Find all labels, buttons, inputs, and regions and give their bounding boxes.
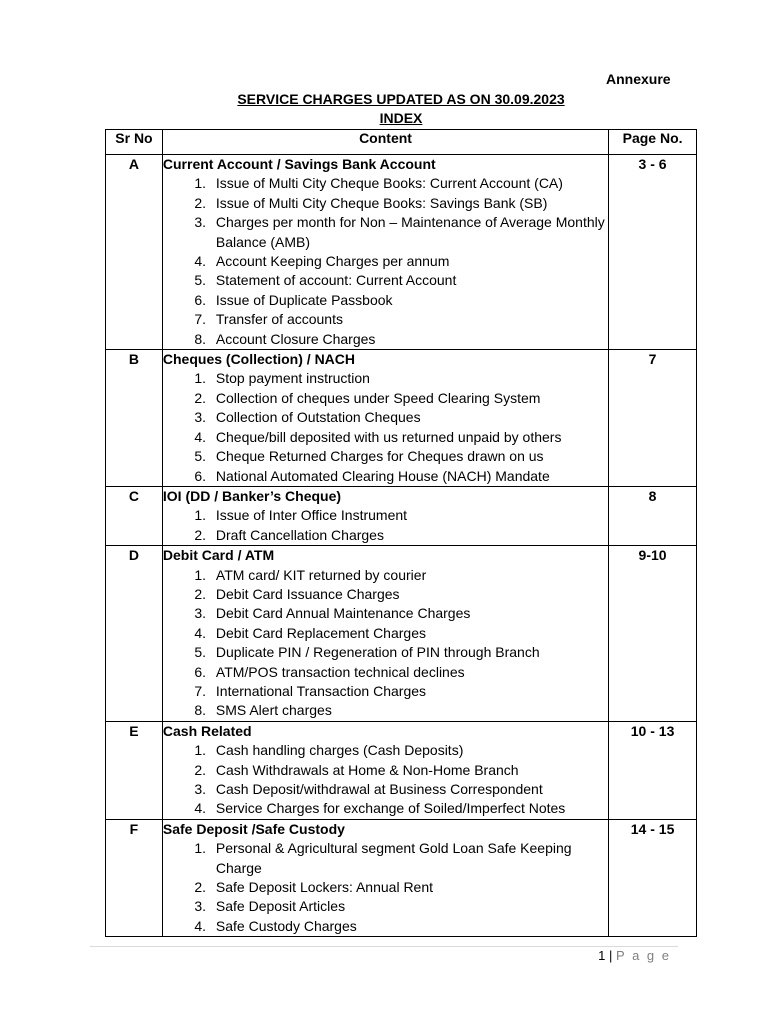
annexure-label: Annexure bbox=[606, 71, 671, 87]
row-content bbox=[162, 546, 608, 722]
row-sr-no: A bbox=[106, 155, 163, 350]
list-item: 8. Account Closure Charges bbox=[210, 330, 608, 349]
row-sr-no: D bbox=[106, 546, 163, 722]
section-item-list bbox=[163, 369, 608, 485]
row-page-no: 3 - 6 bbox=[609, 155, 697, 350]
section-title: Debit Card / ATM bbox=[162, 547, 275, 564]
table-row bbox=[106, 486, 697, 545]
list-item: 2. Debit Card Issuance Charges bbox=[210, 585, 608, 604]
index-table bbox=[105, 129, 697, 937]
list-item: 2. Cash Withdrawals at Home & Non-Home Branch bbox=[210, 761, 608, 780]
list-item: 3. Cash Deposit/withdrawal at Business Correspondent bbox=[210, 780, 608, 799]
column-header-page-no: Page No. bbox=[609, 130, 697, 155]
row-content bbox=[162, 819, 608, 936]
list-item: 2. Draft Cancellation Charges bbox=[210, 526, 608, 545]
section-item-list bbox=[163, 839, 608, 936]
list-item: 5. Statement of account: Current Account bbox=[210, 271, 608, 290]
row-page-no: 8 bbox=[609, 486, 697, 545]
section-title: Safe Deposit /Safe Custody bbox=[162, 820, 345, 837]
section-title: Cheques (Collection) / NACH bbox=[162, 351, 356, 368]
section-item-list bbox=[163, 566, 608, 721]
list-item: 7. Transfer of accounts bbox=[210, 310, 608, 329]
list-item: 4. Cheque/bill deposited with us returned unpaid by others bbox=[210, 428, 608, 447]
list-item: 4. Debit Card Replacement Charges bbox=[210, 624, 608, 643]
list-item: 2. Safe Deposit Lockers: Annual Rent bbox=[210, 878, 608, 897]
list-item: 1. Personal & Agricultural segment Gold Loan Safe Keeping Charge bbox=[210, 839, 608, 878]
section-title: IOI (DD / Banker’s Cheque) bbox=[162, 487, 342, 504]
row-sr-no: C bbox=[106, 486, 163, 545]
section-title: Cash Related bbox=[162, 722, 252, 739]
section-item-list bbox=[163, 174, 608, 349]
table-row bbox=[106, 350, 697, 487]
table-row bbox=[106, 819, 697, 936]
column-header-content: Content bbox=[162, 130, 608, 155]
row-sr-no: E bbox=[106, 721, 163, 819]
list-item: 1. Issue of Inter Office Instrument bbox=[210, 506, 608, 525]
list-item: 6. ATM/POS transaction technical declines bbox=[210, 663, 608, 682]
list-item: 6. National Automated Clearing House (NACH) Mandate bbox=[210, 467, 608, 486]
list-item: 3. Charges per month for Non – Maintenance of Average Monthly Balance (AMB) bbox=[210, 213, 608, 252]
section-item-list bbox=[163, 741, 608, 819]
list-item: 5. Duplicate PIN / Regeneration of PIN through Branch bbox=[210, 643, 608, 662]
index-table-body bbox=[106, 155, 697, 937]
row-content bbox=[162, 721, 608, 819]
list-item: 1. ATM card/ KIT returned by courier bbox=[210, 566, 608, 585]
list-item: 8. SMS Alert charges bbox=[210, 701, 608, 720]
list-item: 1. Issue of Multi City Cheque Books: Current Account (CA) bbox=[210, 174, 608, 193]
list-item: 2. Issue of Multi City Cheque Books: Savings Bank (SB) bbox=[210, 194, 608, 213]
list-item: 7. International Transaction Charges bbox=[210, 682, 608, 701]
list-item: 3. Collection of Outstation Cheques bbox=[210, 408, 608, 427]
page-number: 1 bbox=[598, 948, 606, 963]
page-footer bbox=[598, 948, 671, 963]
list-item: 4. Safe Custody Charges bbox=[210, 917, 608, 936]
list-item: 2. Collection of cheques under Speed Clearing System bbox=[210, 389, 608, 408]
column-header-sr-no: Sr No bbox=[106, 130, 163, 155]
list-item: 3. Debit Card Annual Maintenance Charges bbox=[210, 604, 608, 623]
table-header-row bbox=[106, 130, 697, 155]
table-row bbox=[106, 721, 697, 819]
list-item: 4. Service Charges for exchange of Soiled/Imperfect Notes bbox=[210, 799, 608, 818]
footer-divider bbox=[90, 946, 678, 947]
list-item: 1. Cash handling charges (Cash Deposits) bbox=[210, 741, 608, 760]
table-row bbox=[106, 155, 697, 350]
row-page-no: 10 - 13 bbox=[609, 721, 697, 819]
list-item: 1. Stop payment instruction bbox=[210, 369, 608, 388]
row-sr-no: F bbox=[106, 819, 163, 936]
page-label: P a g e bbox=[616, 948, 671, 963]
row-content bbox=[162, 486, 608, 545]
row-page-no: 9-10 bbox=[609, 546, 697, 722]
index-heading: INDEX bbox=[379, 110, 423, 126]
row-content bbox=[162, 350, 608, 487]
section-title: Current Account / Savings Bank Account bbox=[162, 156, 436, 172]
document-title: SERVICE CHARGES UPDATED AS ON 30.09.2023 bbox=[237, 91, 565, 107]
table-row bbox=[106, 546, 697, 722]
list-item: 5. Cheque Returned Charges for Cheques drawn on us bbox=[210, 447, 608, 466]
list-item: 4. Account Keeping Charges per annum bbox=[210, 252, 608, 271]
row-page-no: 7 bbox=[609, 350, 697, 487]
list-item: 3. Safe Deposit Articles bbox=[210, 897, 608, 916]
list-item: 6. Issue of Duplicate Passbook bbox=[210, 291, 608, 310]
row-content bbox=[162, 155, 608, 350]
footer-separator: | bbox=[609, 948, 613, 963]
row-sr-no: B bbox=[106, 350, 163, 487]
row-page-no: 14 - 15 bbox=[609, 819, 697, 936]
section-item-list bbox=[163, 506, 608, 545]
